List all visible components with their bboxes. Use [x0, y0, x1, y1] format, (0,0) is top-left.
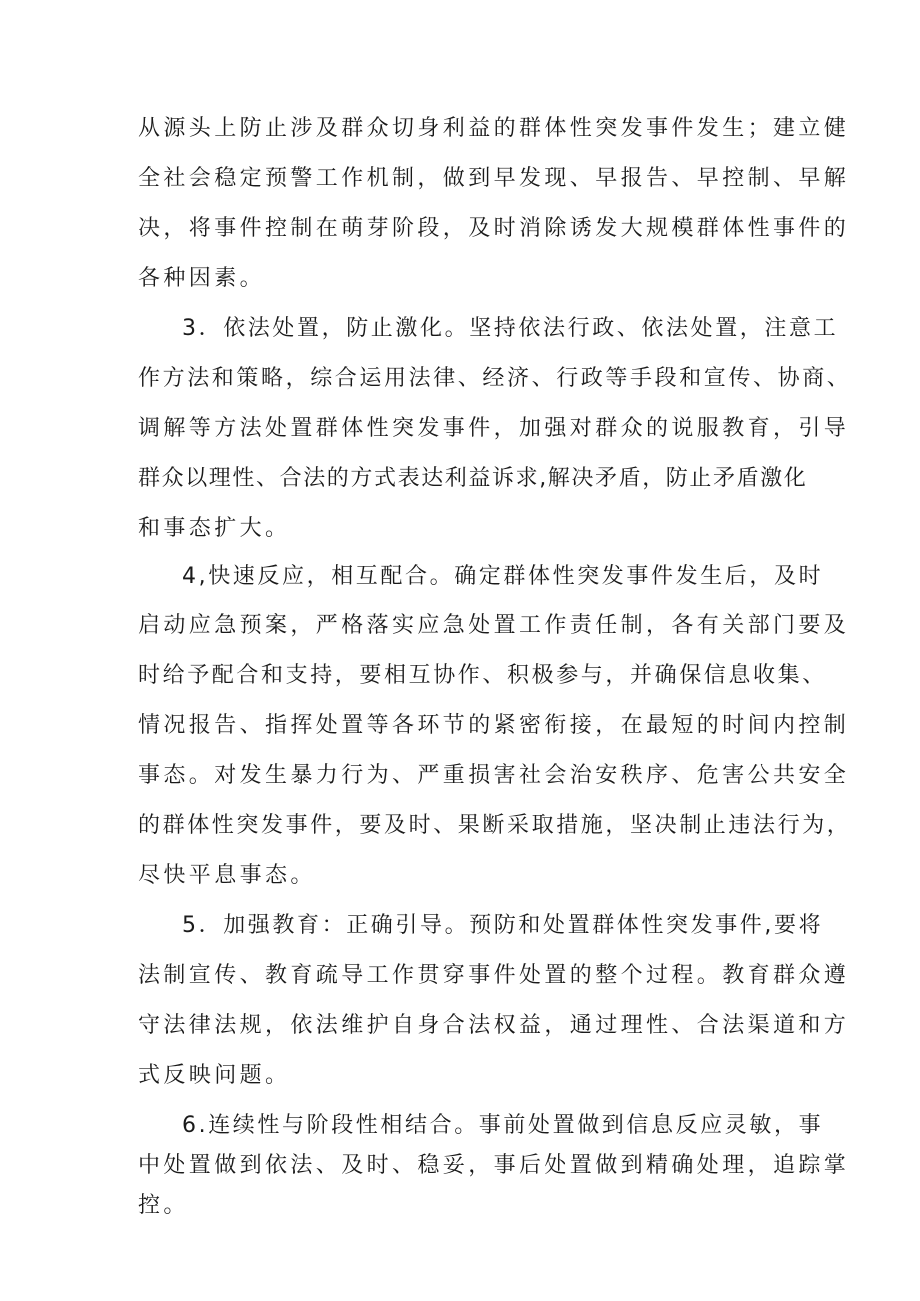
text-line: 5．加强教育：正确引导。预防和处置群体性突发事件,要将 — [182, 913, 824, 938]
text-line: 启动应急预案，严格落实应急处置工作责任制，各有关部门要及 — [138, 613, 850, 638]
text-line: 式反映问题。 — [138, 1063, 291, 1088]
text-line: 中处置做到依法、及时、稳妥，事后处置做到精确处理，追踪掌 — [138, 1153, 850, 1178]
text-line: 3．依法处置，防止激化。坚持依法行政、依法处置，注意工 — [182, 316, 839, 341]
text-line: 作方法和策略，综合运用法律、经济、行政等手段和宣传、协商、 — [138, 366, 852, 391]
text-line: 从源头上防止涉及群众切身利益的群体性突发事件发生；建立健 — [138, 116, 850, 141]
text-line: 调解等方法处置群体性突发事件，加强对群众的说服教育，引导 — [138, 416, 850, 441]
text-line: 尽快平息事态。 — [138, 863, 316, 888]
text-line: 4,快速反应，相互配合。确定群体性突发事件发生后，及时 — [182, 564, 824, 589]
text-line: 各种因素。 — [138, 266, 266, 291]
text-line: 守法律法规，依法维护自身合法权益，通过理性、合法渠道和方 — [138, 1013, 850, 1038]
text-line: 决，将事件控制在萌芽阶段，及时消除诱发大规模群体性事件的 — [138, 216, 850, 241]
text-line: 群众以理性、合法的方式表达利益诉求,解决矛盾，防止矛盾激化 — [138, 466, 808, 491]
text-line: 情况报告、指挥处置等各环节的紧密衔接，在最短的时间内控制 — [138, 713, 850, 738]
text-line: 6.连续性与阶段性相结合。事前处置做到信息反应灵敏，事 — [182, 1113, 824, 1138]
text-line: 事态。对发生暴力行为、严重损害社会治安秩序、危害公共安全 — [138, 763, 850, 788]
text-line: 时给予配合和支持，要相互协作、积极参与，并确保信息收集、 — [138, 663, 827, 688]
text-line: 法制宣传、教育疏导工作贯穿事件处置的整个过程。教育群众遵 — [138, 963, 850, 988]
text-line: 全社会稳定预警工作机制，做到早发现、早报告、早控制、早解 — [138, 166, 850, 191]
text-line: 和事态扩大。 — [138, 516, 291, 541]
text-line: 的群体性突发事件，要及时、果断采取措施，坚决制止违法行为， — [138, 813, 852, 838]
text-line: 控。 — [138, 1193, 189, 1218]
